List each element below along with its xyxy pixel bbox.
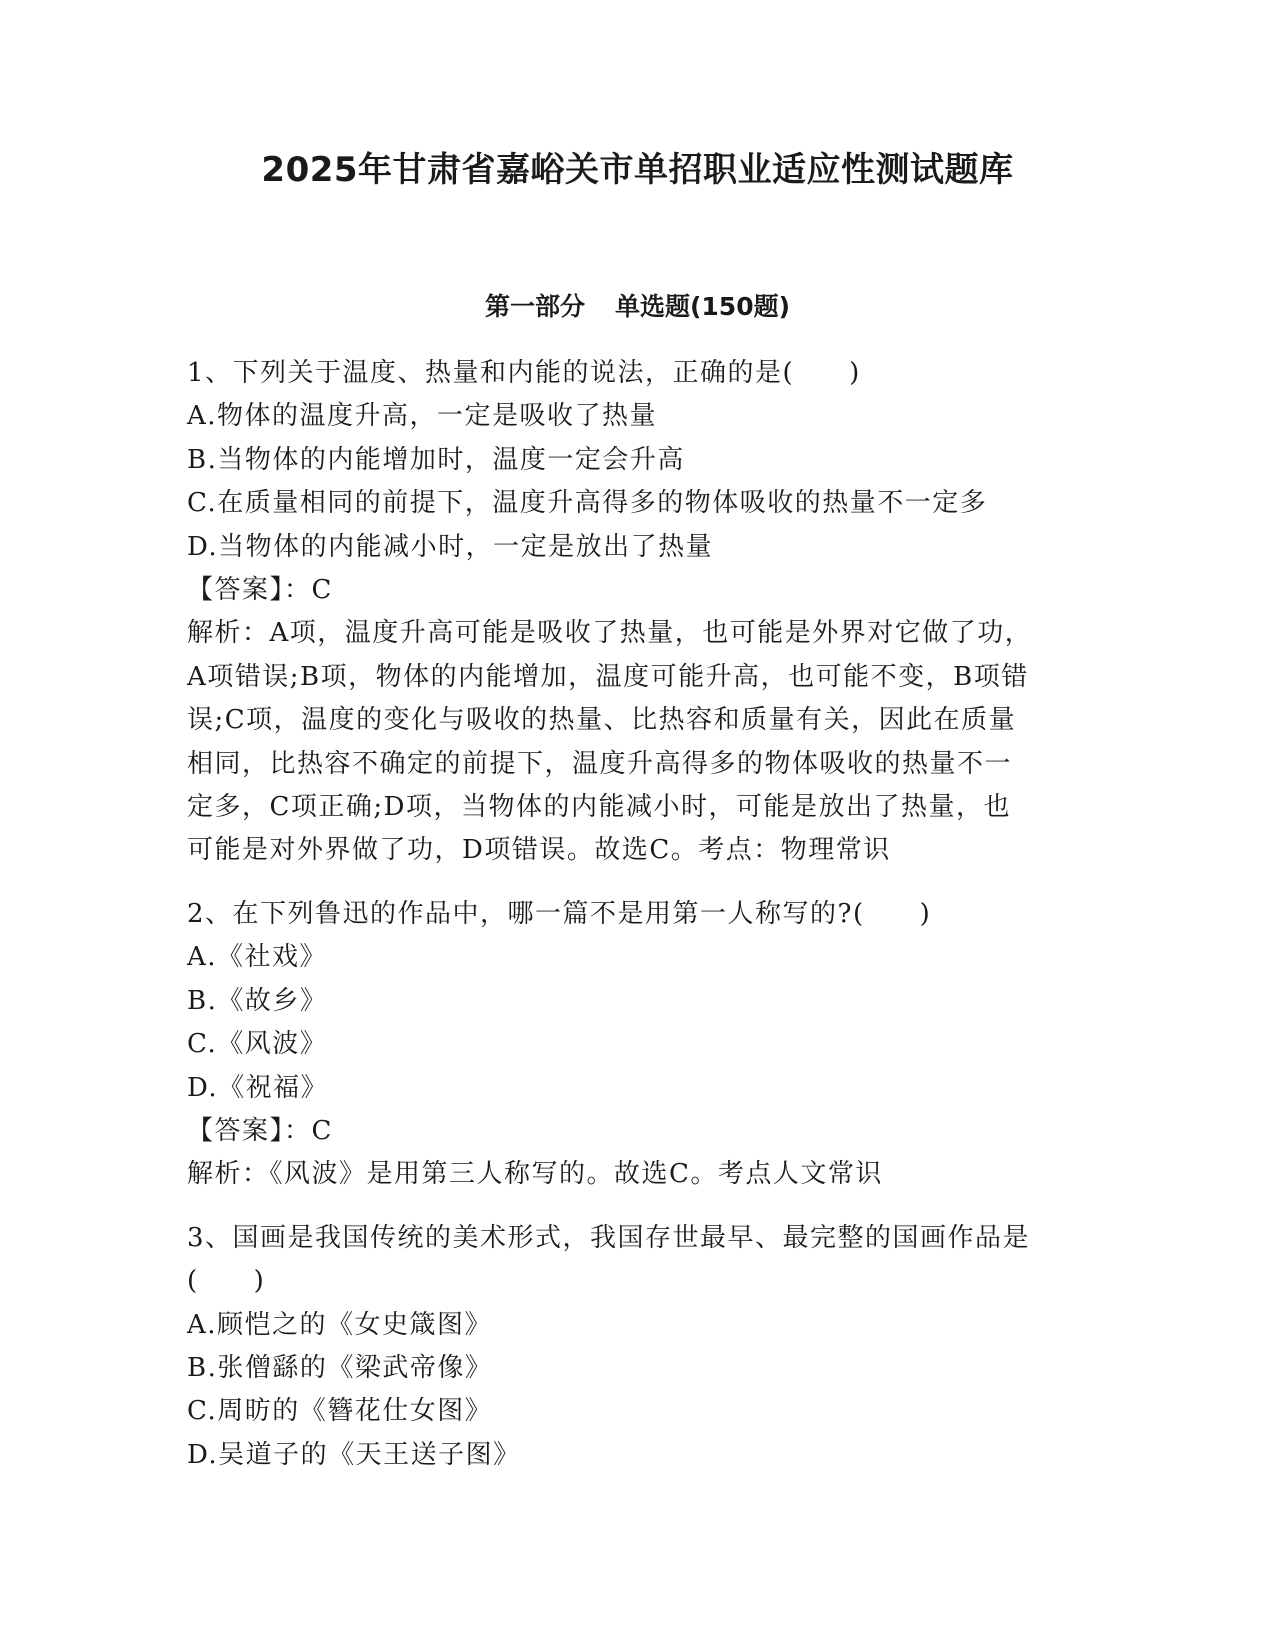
option-d: D.吴道子的《天王送子图》: [187, 1439, 521, 1470]
document-title: 2025年甘肃省嘉峪关市单招职业适应性测试题库: [261, 150, 1014, 190]
answer-label: 【答案】：: [187, 1115, 312, 1146]
section-heading: [0, 290, 1275, 324]
analysis-line: 相同，比热容不确定的前提下，温度升高得多的物体吸收的热量不一: [187, 748, 1013, 779]
question-3: [187, 1217, 1087, 1477]
analysis-line: 可能是对外界做了功，D项错误。故选C。考点：物理常识: [187, 835, 891, 866]
option-a: A.物体的温度升高，一定是吸收了热量: [187, 401, 658, 432]
question-2: [187, 893, 1087, 1197]
question-list: [187, 352, 1087, 1497]
answer-row: [187, 1110, 1087, 1153]
answer-value: C: [311, 575, 333, 606]
answer-value: C: [311, 1115, 333, 1146]
analysis-line: 解析：《风波》是用第三人称写的。故选C。考点人文常识: [187, 1159, 883, 1190]
section-part: 第一部分: [484, 292, 585, 321]
option-c: C.周昉的《簪花仕女图》: [187, 1396, 493, 1427]
question-stem: 2、在下列鲁迅的作品中，哪一篇不是用第一人称写的?( ): [187, 898, 932, 929]
analysis-line: 定多，C项正确;D项，当物体的内能减小时，可能是放出了热量，也: [187, 792, 1011, 823]
analysis-line: 解析：A项，温度升高可能是吸收了热量，也可能是外界对它做了功，: [187, 618, 1033, 649]
question-stem: 3、国画是我国传统的美术形式，我国存世最早、最完整的国画作品是: [187, 1222, 1031, 1253]
question-1: [187, 352, 1087, 873]
section-name: 单选题(150题): [614, 292, 791, 321]
option-b: B.《故乡》: [187, 985, 328, 1016]
answer-row: [187, 569, 1087, 612]
answer-label: 【答案】：: [187, 575, 312, 606]
option-a: A.顾恺之的《女史箴图》: [187, 1309, 493, 1340]
option-d: D.当物体的内能减小时，一定是放出了热量: [187, 531, 714, 562]
option-c: C.在质量相同的前提下，温度升高得多的物体吸收的热量不一定多: [187, 488, 988, 519]
option-b: B.张僧繇的《梁武帝像》: [187, 1352, 493, 1383]
option-d: D.《祝福》: [187, 1072, 329, 1103]
question-stem-continued: ( ): [187, 1266, 266, 1297]
analysis-line: A项错误;B项，物体的内能增加，温度可能升高，也可能不变，B项错: [187, 661, 1029, 692]
analysis-line: 误;C项，温度的变化与吸收的热量、比热容和质量有关，因此在质量: [187, 705, 1017, 736]
option-a: A.《社戏》: [187, 942, 328, 973]
option-b: B.当物体的内能增加时，温度一定会升高: [187, 444, 685, 475]
question-stem: 1、下列关于温度、热量和内能的说法，正确的是( ): [187, 358, 861, 388]
option-c: C.《风波》: [187, 1029, 328, 1060]
